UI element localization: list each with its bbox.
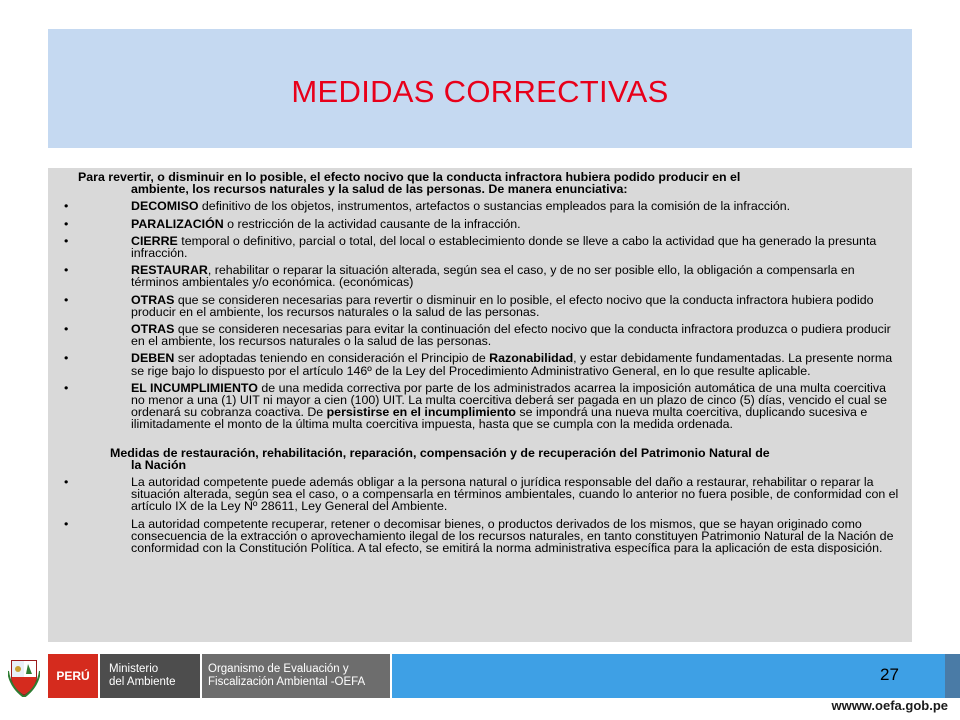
minam-line-2: del Ambiente (109, 675, 176, 688)
item-text-secondary: , y estar debidamente fundamentadas. La presente norma se rige bajo lo dispuesto por el artículo 146º de la Ley del Procedimiento Administrativo General, en lo que resulte aplicable. (131, 351, 893, 378)
subheading-rest: la Nación (131, 457, 187, 472)
item-text: temporal o definitivo, parcial o total, del local o establecimiento donde se lleve a cabo la actividad que ha generado la presunta infracción. (131, 233, 877, 261)
bullet-icon: • (64, 292, 69, 307)
list-item (58, 218, 902, 230)
item-text: , rehabilitar o reparar la situación alterada, según sea el caso, y de no ser posible ello, la obligación a compensarla en términos ambientales y/o económica. (económicas) (131, 263, 855, 290)
list-item (58, 264, 902, 288)
page-number: 27 (880, 665, 899, 684)
bullet-icon: • (64, 233, 69, 248)
list-item (58, 235, 902, 259)
minam-logo (100, 654, 200, 698)
oefa-line-2: Fiscalización Ambiental -OEFA (208, 675, 366, 688)
item-keyword: OTRAS (131, 292, 175, 307)
item-keyword: EL INCUMPLIMIENTO (131, 380, 258, 395)
intro-rest: ambiente, los recursos naturales y la salud de las personas. De manera enunciativa: (131, 182, 628, 197)
section-subheading (58, 447, 902, 471)
item-keyword: PARALIZACIÓN (131, 216, 224, 231)
item-text: de una medida correctiva por parte de los administrados acarrea la imposición automática de una multa coercitiva no menor a una (1) UIT ni mayor a cien (100) UIT. La multa coercitiva deberá ser pagada en un plazo de cinco (5) días, vencido el cual se ordenará su cobranza coactiva. De (131, 380, 888, 420)
bullet-icon: • (64, 263, 69, 278)
subheading-first-line: Medidas de restauración, rehabilitación, reparación, compensación y de recuperación del Patrimonio Natural de (110, 445, 770, 460)
bullet-icon: • (64, 380, 69, 395)
peru-coat-of-arms-icon (8, 657, 40, 697)
item-text: ser adoptadas teniendo en consideración el Principio de (174, 351, 490, 366)
minam-line-1: Ministerio (109, 663, 159, 675)
intro-paragraph (58, 171, 902, 195)
bullet-icon: • (64, 199, 69, 214)
footer-blue-band (392, 654, 945, 698)
item-keyword: DECOMISO (131, 199, 199, 214)
page-title: MEDIDAS CORRECTIVAS (291, 73, 669, 109)
intro-first-line: Para revertir, o disminuir en lo posible, el efecto nocivo que la conducta infractora hubiera podido producir en el (78, 170, 741, 184)
item-keyword: RESTAURAR (131, 263, 208, 278)
bullet-icon: • (64, 351, 69, 366)
list-item (58, 323, 902, 347)
oefa-line-1: Organismo de Evaluación y (208, 663, 349, 675)
bullet-icon: • (64, 516, 69, 531)
list-item (58, 518, 902, 555)
item-text: La autoridad competente puede además obligar a la persona natural o jurídica responsable del daño a restaurar, rehabilitar o reparar la situación alterada, según sea el caso, o a compensarla en términos ambientales, cuando lo anterior no fuera posible, de conformidad con el artículo IX de la Ley Nº 28611, Ley General del Ambiente. (131, 475, 899, 514)
peru-logo: PERÚ (48, 654, 98, 698)
item-keyword-secondary: persistirse en el incumplimiento (326, 405, 516, 420)
item-text-secondary: se impondrá una nueva multa coercitiva, duplicando sucesiva e ilimitadamente el monto de la última multa coercitiva impuesta, hasta que se cumpla con la medida ordenada. (131, 405, 868, 432)
item-keyword-secondary: Razonabilidad (489, 351, 574, 366)
list-item-incumplimiento (58, 382, 902, 431)
item-text: que se consideren necesarias para evitar la continuación del efecto nocivo que la conducta infractora produzca o pudiera producir en el ambiente, los recursos naturales o la salud de las personas. (131, 322, 891, 349)
list-item (58, 200, 902, 212)
footer-bar (0, 652, 960, 702)
footer-edge-band (945, 654, 960, 698)
item-text: La autoridad competente recuperar, retener o decomisar bienes, o productos derivados de los mismos, que se hayan originado como consecuencia de la extracción o aprovechamiento ilegal de los recursos naturales, en tanto constituyen Patrimonio Natural de la Nación de conformidad con la Constitución Política. A tal efecto, se emitirá la norma administrativa específica para la aplicación de esta disposición. (131, 516, 894, 556)
content-panel (48, 168, 912, 642)
item-text: que se consideren necesarias para revertir o disminuir en lo posible, el efecto nocivo que la conducta infractora hubiera podido producir en el ambiente, los recursos naturales o la salud de las personas. (131, 292, 874, 319)
bullet-icon: • (64, 216, 69, 231)
bullet-icon: • (64, 322, 69, 337)
item-text: o restricción de la actividad causante de la infracción. (223, 216, 521, 231)
bullet-icon: • (64, 475, 69, 490)
item-keyword: OTRAS (131, 322, 175, 337)
item-text: definitivo de los objetos, instrumentos, artefactos o sustancias empleados para la comisión de la infracción. (198, 199, 791, 214)
list-item (58, 294, 902, 318)
oefa-logo (202, 654, 390, 698)
list-item (58, 476, 902, 513)
item-keyword: CIERRE (131, 233, 178, 248)
website-url: wwww.oefa.gob.pe (831, 698, 948, 713)
item-keyword: DEBEN (131, 351, 175, 366)
list-item-deben (58, 352, 902, 376)
title-banner (48, 29, 912, 148)
footer-logos (0, 652, 392, 702)
